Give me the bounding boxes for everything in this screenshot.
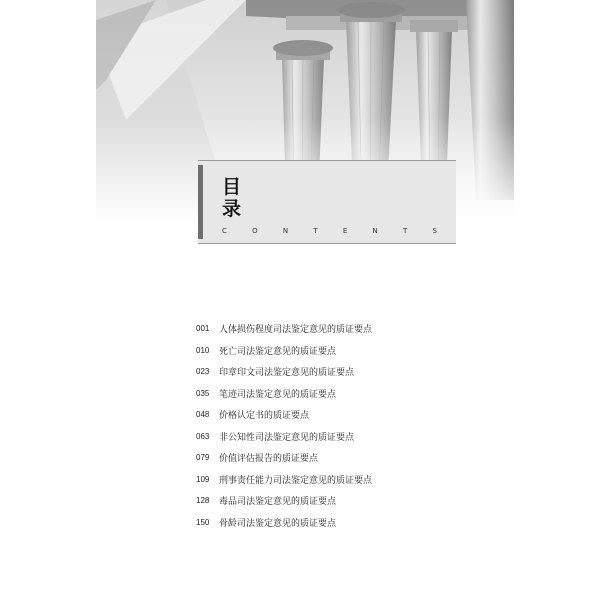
contents-letter: C [222, 227, 227, 235]
toc-chapter-title: 非公知性司法鉴定意见的质证要点 [219, 432, 355, 443]
toc-chapter-title: 人体损伤程度司法鉴定意见的质证要点 [219, 325, 373, 336]
toc-chapter-title: 毒品司法鉴定意见的质证要点 [219, 497, 337, 508]
toc-chapter-title: 印章印文司法鉴定意见的质证要点 [219, 368, 355, 379]
contents-letter: T [313, 227, 318, 235]
contents-word [222, 227, 437, 235]
toc-item[interactable] [196, 383, 516, 405]
toc-item[interactable] [196, 447, 516, 469]
toc-item[interactable] [196, 318, 516, 340]
title-accent-bar [198, 165, 203, 239]
toc-page-number: 010 [196, 345, 210, 355]
toc-chapter-title: 价值评估报告的质证要点 [219, 454, 319, 465]
title-char-mu: 目 [222, 176, 242, 198]
toc-item[interactable] [196, 469, 516, 491]
contents-letter: S [432, 227, 437, 235]
contents-letter: O [252, 227, 258, 235]
contents-letter: N [372, 227, 378, 235]
toc-chapter-title: 价格认定书的质证要点 [219, 411, 310, 422]
toc-page-number: 001 [196, 324, 210, 334]
toc-page-number: 109 [196, 474, 210, 484]
toc-page-number: 128 [196, 496, 210, 506]
toc-chapter-title: 死亡司法鉴定意见的质证要点 [219, 346, 337, 357]
contents-letter: T [403, 227, 408, 235]
toc-item[interactable] [196, 512, 516, 534]
toc-chapter-title: 笔迹司法鉴定意见的质证要点 [219, 389, 337, 400]
toc-page-number: 023 [196, 367, 210, 377]
toc-page-number: 035 [196, 388, 210, 398]
toc-chapter-title: 刑事责任能力司法鉴定意见的质证要点 [219, 475, 373, 486]
toc-item[interactable] [196, 340, 516, 362]
toc-item[interactable] [196, 361, 516, 383]
toc-page-number: 063 [196, 431, 210, 441]
table-of-contents [196, 318, 516, 533]
contents-letter: E [342, 227, 348, 235]
toc-page-number: 150 [196, 517, 210, 527]
toc-chapter-title: 骨龄司法鉴定意见的质证要点 [219, 518, 337, 529]
toc-item[interactable] [196, 426, 516, 448]
toc-page-number: 079 [196, 453, 210, 463]
contents-title-box [198, 160, 456, 244]
toc-page-number: 048 [196, 410, 210, 420]
contents-letter: N [282, 227, 289, 235]
toc-item[interactable] [196, 404, 516, 426]
toc-item[interactable] [196, 490, 516, 512]
title-char-lu: 录 [222, 198, 242, 220]
